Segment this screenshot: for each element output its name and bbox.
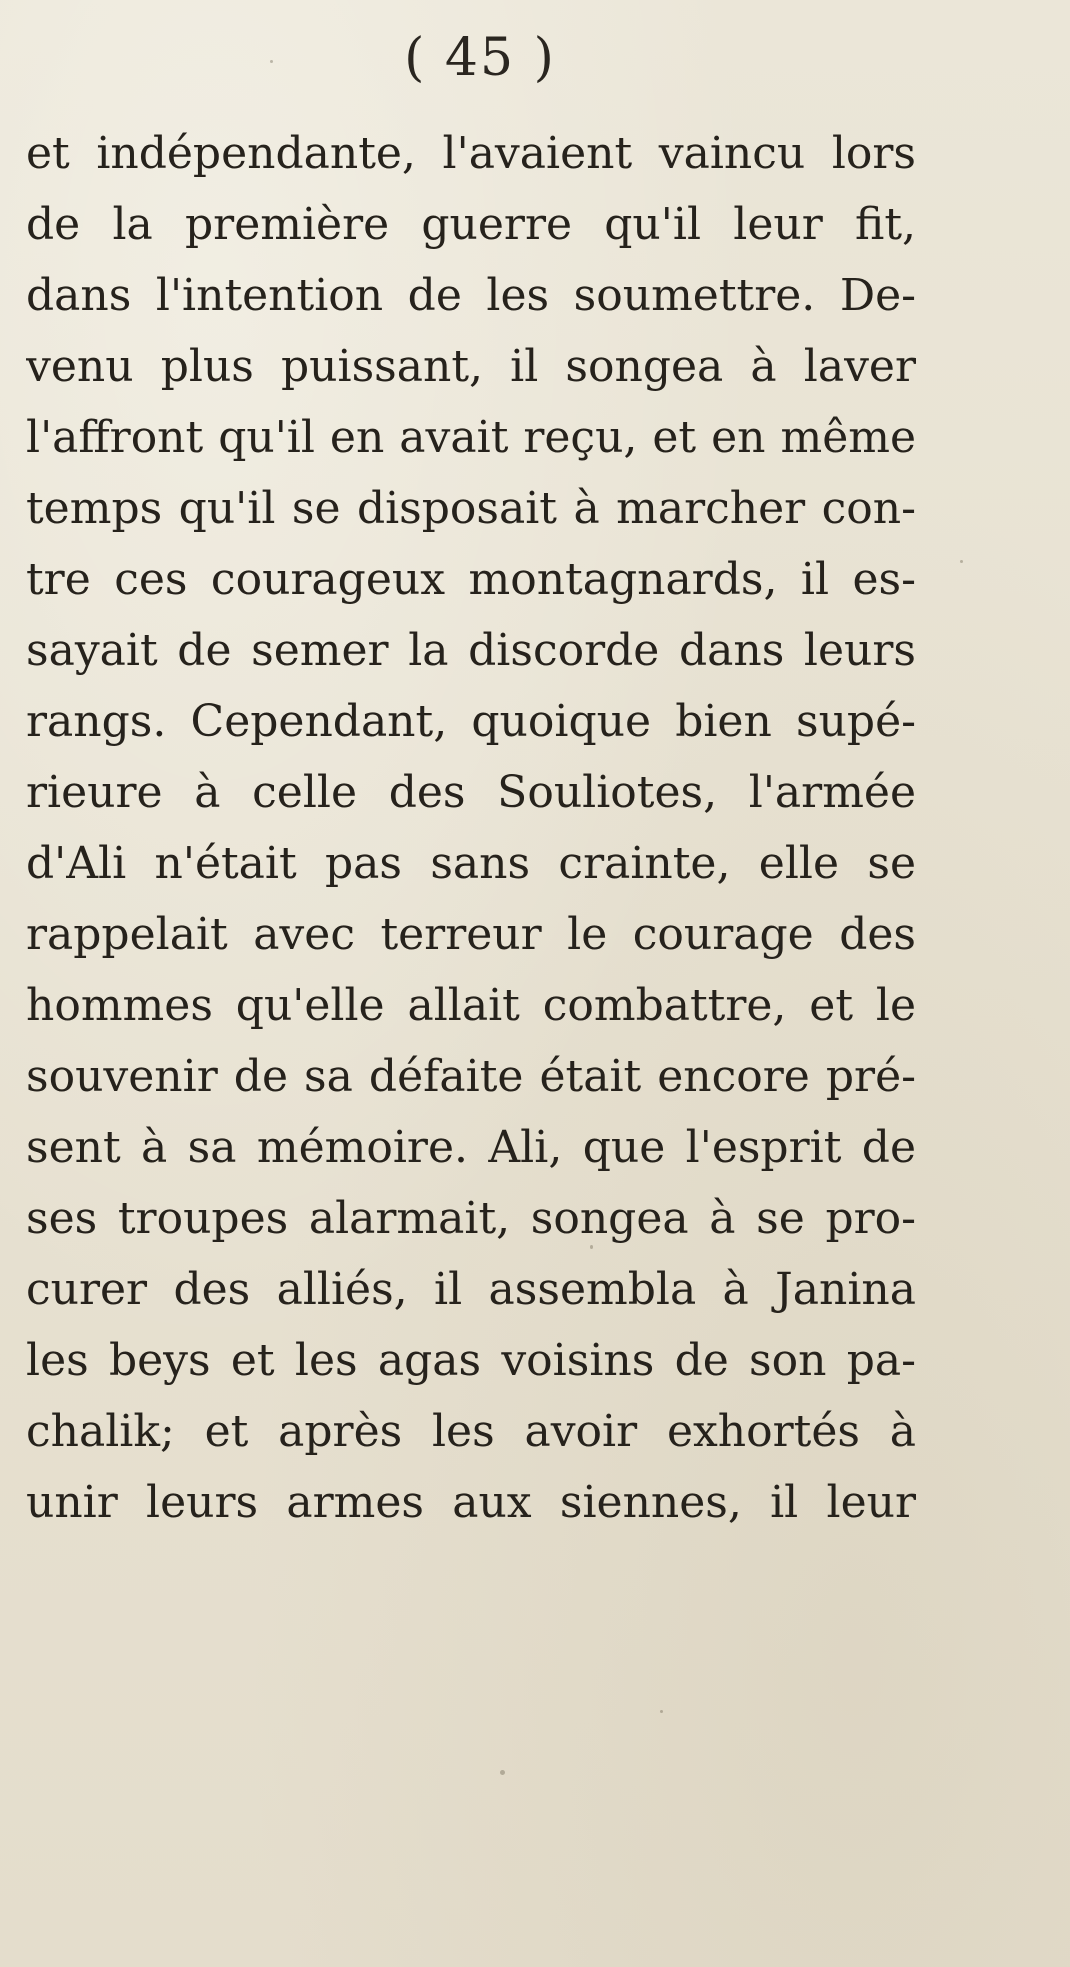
text-line: hommes qu'elle allait combattre, et le [26,980,916,1031]
text-line: tre ces courageux montagnards, il es- [26,554,916,605]
text-line: unir leurs armes aux siennes, il leur [26,1477,916,1528]
paper-speck [500,1770,505,1775]
text-line: rieure à celle des Souliotes, l'armée [26,767,916,818]
body-text [26,118,916,1538]
text-line: sent à sa mémoire. Ali, que l'esprit de [26,1122,916,1173]
text-line: d'Ali n'était pas sans crainte, elle se [26,838,916,889]
text-line: souvenir de sa défaite était encore pré- [26,1051,916,1102]
text-line: et indépendante, l'avaient vaincu lors [26,128,916,179]
text-line: temps qu'il se disposait à marcher con- [26,483,916,534]
text-line: rangs. Cependant, quoique bien supé- [26,696,916,747]
text-line: venu plus puissant, il songea à laver [26,341,916,392]
text-line: les beys et les agas voisins de son pa- [26,1335,916,1386]
text-line: de la première guerre qu'il leur fit, [26,199,916,250]
text-line: ses troupes alarmait, songea à se pro- [26,1193,916,1244]
page-number: ( 45 ) [404,28,556,88]
text-line: curer des alliés, il assembla à Janina [26,1264,916,1315]
text-line: rappelait avec terreur le courage des [26,909,916,960]
text-line: l'affront qu'il en avait reçu, et en même [26,412,916,463]
paper-speck [660,1710,663,1713]
text-line: sayait de semer la discorde dans leurs [26,625,916,676]
paper-speck [960,560,963,563]
text-line: chalik; et après les avoir exhortés à [26,1406,916,1457]
text-line: dans l'intention de les soumettre. De- [26,270,916,321]
